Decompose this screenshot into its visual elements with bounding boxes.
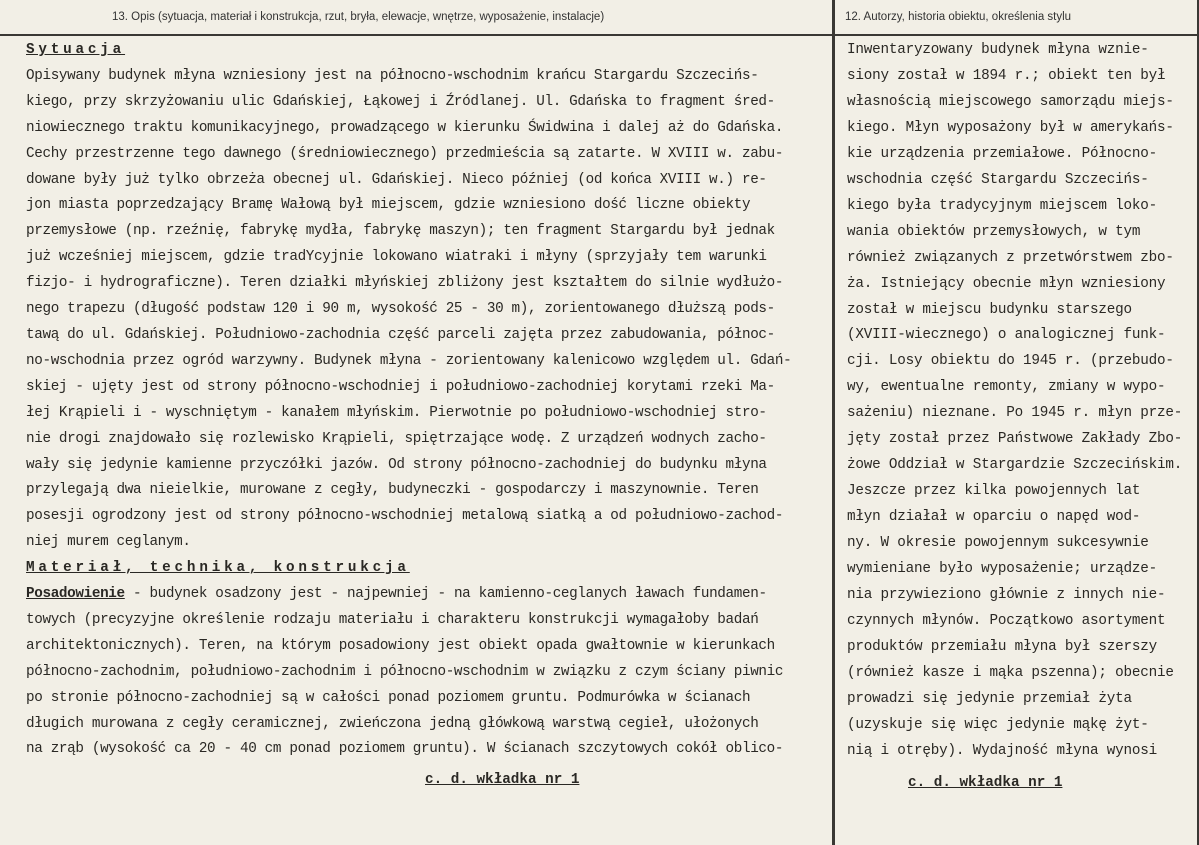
text-line: jon miasta poprzedzający Bramę Wałową był miejscem, gdzie wzniesiono dość liczne obiekty [26,197,751,214]
text-line: młyn działał w oparciu o napęd wod- [847,509,1141,526]
text-line: Opisywany budynek młyna wzniesiony jest na północno-wschodnim krańcu Stargardu Szczecińs- [26,67,759,84]
continuation-note-right: c. d. wkładka nr 1 [908,775,1063,791]
text-line: wy, ewentualne remonty, zmiany w wypo- [847,379,1166,396]
text-line: czynnych młynów. Początkowo asortyment [847,612,1166,629]
text-line: (również kasze i mąka pszenna); obecnie [847,664,1174,681]
text-line: również związanych z przetwórstwem zbo- [847,249,1174,266]
text-line: długich murowana z cegły ceramicznej, zwieńczona jedną główkową warstwą cegieł, ułożonych [26,715,759,732]
text-line: ża. Istniejący obecnie młyn wzniesiony [847,275,1166,292]
text-line: północno-zachodnim, południowo-zachodnim i północno-wschodnim w związku z czym ściany piwnic [26,663,784,680]
description-header: 13. Opis (sytuacja, materiał i konstrukcja, rzut, bryła, elewacje, wnętrze, wyposażenie, instalacje) [0,0,832,36]
history-header: 12. Autorzy, historia obiektu, określenia stylu [835,0,1197,36]
text-line: posesji ogrodzony jest od strony północno-wschodniej metalową siatką a od południowo-zachod- [26,508,784,525]
text-line: (uzyskuje się więc jedynie mąkę żyt- [847,716,1149,733]
text-line: przylegają dwa nieielkie, murowane z cegły, budyneczki - gospodarczy i maszynownie. Teren [26,482,759,499]
text-line: wymieniane było wyposażenie; urządze- [847,561,1158,578]
description-body [0,36,816,763]
text-line: ny. W okresie powojennym sukcesywnie [847,535,1149,552]
text-line: kiego, przy skrzyżowaniu ulic Gdańskiej, Łąkowej i Źródlanej. Ul. Gdańska to fragment śred- [26,93,775,110]
foundation-label: Posadowienie [26,586,125,603]
text-line: architektonicznych). Teren, na którym posadowiony jest obiekt opada gwałtownie w kierunkach [26,637,775,654]
text-line: kiego. Młyn wyposażony był w amerykańs- [847,119,1174,136]
text-line: (XVIII-wiecznego) o analogicznej funk- [847,327,1166,344]
foundation-text [26,608,816,763]
foundation-first-line [26,582,816,608]
text-line: Inwentaryzowany budynek młyna wznie- [847,42,1149,58]
text-line: prowadzi się jedynie przemiał żyta [847,690,1132,707]
text-line: już wcześniej miejscem, gdzie tradYcyjnie lokowano wiatraki i młyny (sprzyjały tem warunki [26,249,767,266]
text-line: siony został w 1894 r.; obiekt ten był [847,67,1166,84]
text-line: został w miejscu budynku starszego [847,301,1132,318]
history-text [835,36,1183,765]
history-panel [835,0,1199,845]
text-line: wania obiektów przemysłowych, w tym [847,223,1141,240]
text-line: produktów przemiału młyna był szerszy [847,638,1158,655]
text-line: Cechy przestrzenne tego dawnego (średniowiecznego) przedmieścia są zatarte. W XVIII w. zabu- [26,145,784,162]
text-line: na zrąb (wysokość ca 20 - 40 cm ponad poziomem gruntu). W ścianach szczytowych cokół oblico- [26,741,784,758]
text-line: no-wschodnia przez ogród warzywny. Budynek młyna - zorientowany kalenicowo względem ul. Gdań- [26,352,792,369]
text-line: jęty został przez Państwowe Zakłady Zbo- [847,431,1183,448]
text-line: tawą do ul. Gdańskiej. Południowo-zachodnia część parceli zajęta przez zabudowania, północ- [26,326,775,343]
text-line: nie drogi znajdowało się rozlewisko Krąpieli, spiętrzające wodę. Z urządzeń wodnych zacho- [26,430,767,447]
text-line: łej Krąpieli i - wyschniętym - kanałem młyńskim. Pierwotnie po południowo-wschodniej stro- [26,404,767,421]
text-line: kie urządzenia przemiałowe. Północno- [847,145,1158,162]
section-title-situation: Sytuacja [26,42,126,58]
foundation-first-text: - budynek osadzony jest - najpewniej - na kamienno-ceglanych ławach fundamen- [124,586,767,603]
text-line: po stronie północno-zachodniej są w całości ponad poziomem gruntu. Podmurówka w ścianach [26,689,751,706]
text-line: niowiecznego traktu komunikacyjnego, prowadzącego w kierunku Świdwina i dalej aż do Gdańska. [26,119,784,136]
text-line: wały się jedynie kamienne przyczółki jazów. Od strony północno-zachodniej do budynku młyna [26,456,767,473]
text-line: kiego była tradycyjnym miejscem loko- [847,197,1158,214]
situation-text [26,64,816,556]
text-line: cji. Losy obiektu do 1945 r. (przebudo- [847,353,1174,370]
section-title-material: Materiał, technika, konstrukcja [26,560,410,577]
text-line: skiej - ujęty jest od strony północno-wschodniej i południowo-zachodniej korytami rzeki Ma- [26,378,775,395]
text-line: nią i otręby). Wydajność młyna wynosi [847,742,1158,759]
text-line: nia przywieziono głównie z innych nie- [847,587,1166,604]
text-line: przemysłowe (np. rzeźnię, fabrykę mydła, fabrykę maszyn); ten fragment Stargardu był jednak [26,223,775,240]
text-line: dowane były już tylko obrzeża obecnej ul. Gdańskiej. Nieco później (od końca XVIII w.) re- [26,171,767,188]
text-line: fizjo- i hydrograficzne). Teren działki młyńskiej zbliżony jest kształtem do silnie wydłużo- [26,275,784,292]
text-line: nego trapezu (długość podstaw 120 i 90 m, wysokość 25 - 30 m), zorientowanego dłuższą pods- [26,301,775,318]
text-line: Jeszcze przez kilka powojennych lat [847,483,1141,500]
text-line: wschodnia część Stargardu Szczecińs- [847,171,1149,188]
text-line: towych (precyzyjne określenie rodzaju materiału i charakteru konstrukcji wymagałoby badań [26,611,759,628]
continuation-note: c. d. wkładka nr 1 [425,772,580,788]
text-line: żowe Oddział w Stargardzie Szczecińskim. [847,457,1183,474]
text-line: niej murem ceglanym. [26,534,191,551]
text-line: sażeniu) nieznane. Po 1945 r. młyn prze- [847,405,1183,422]
text-line: własnością miejscowego samorządu miejs- [847,93,1174,110]
